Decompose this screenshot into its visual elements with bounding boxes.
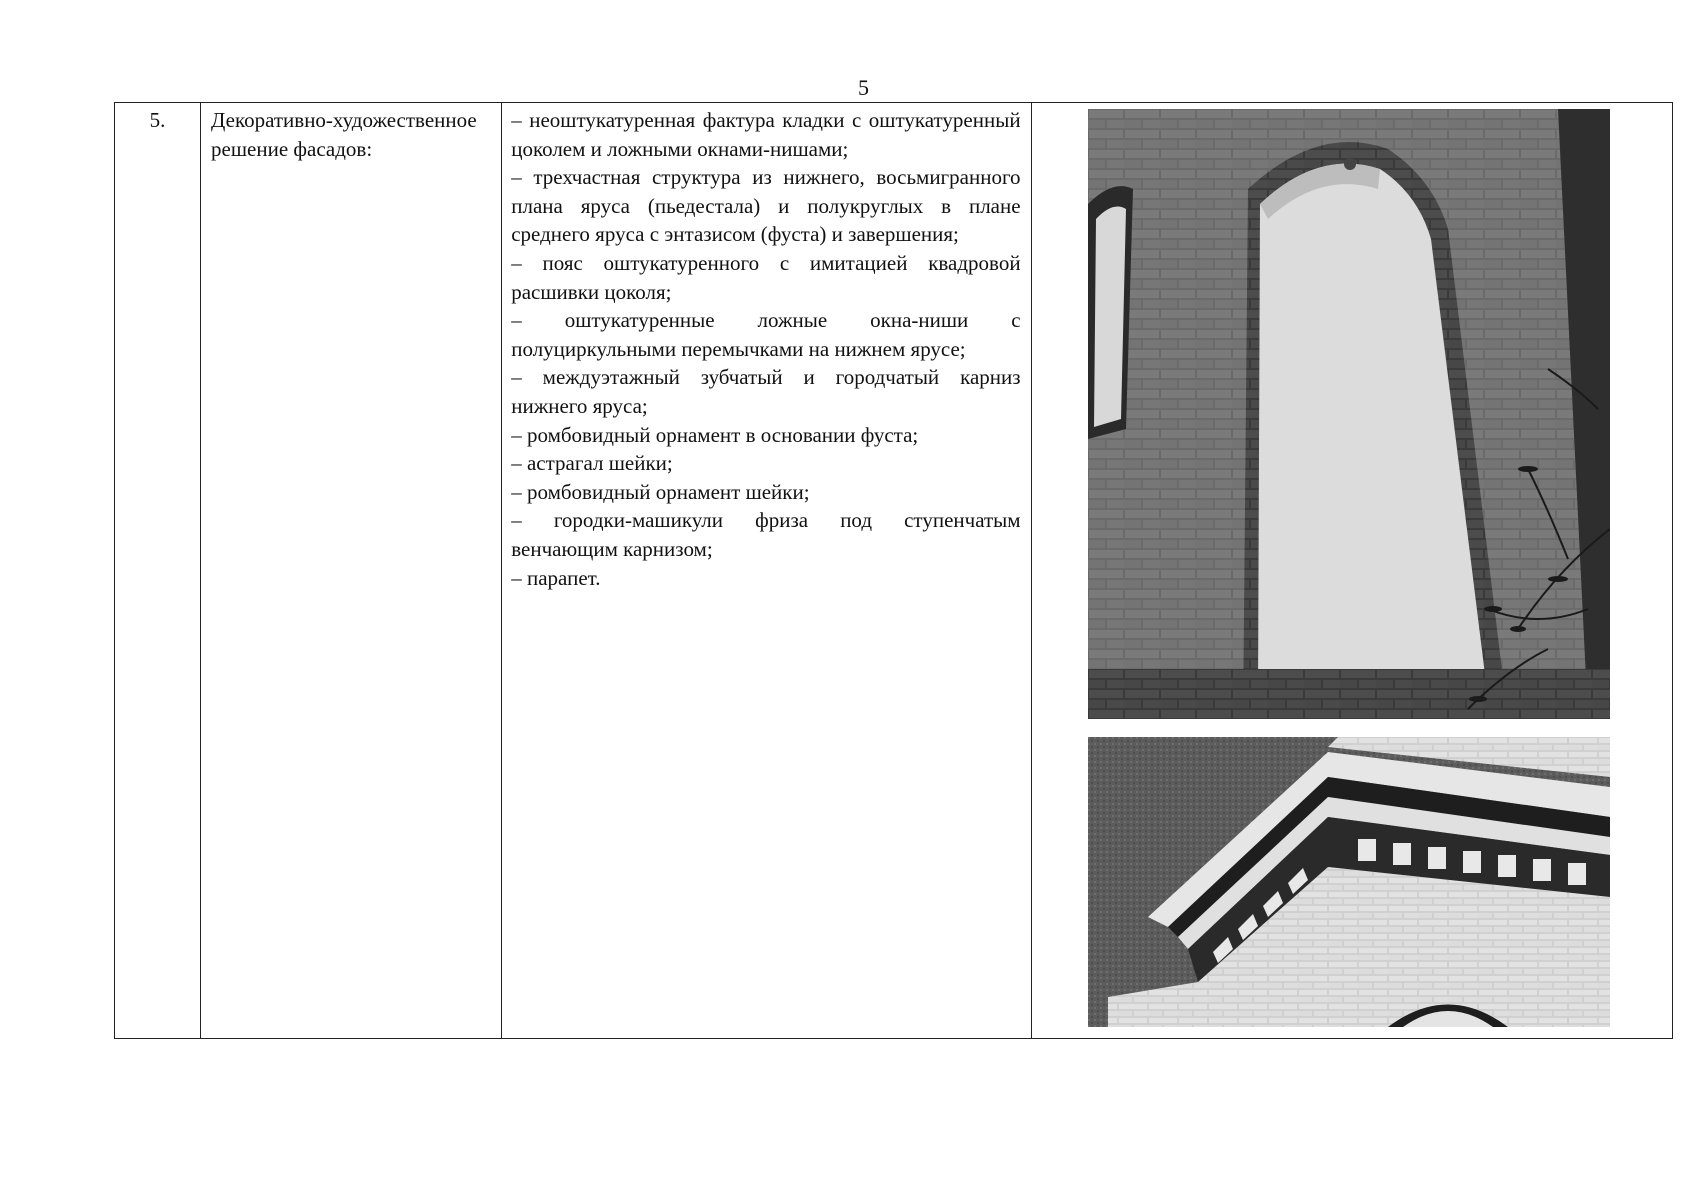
feature-item: – неоштукатуренная фактура кладки с оштукатуренный цоколем и ложными окнами-нишами; <box>511 108 1021 161</box>
feature-item: – городки-машикули фриза под ступенчатым венчающим карнизом; <box>511 508 1021 561</box>
table-row <box>115 103 1673 1039</box>
feature-item: – ромбовидный орнамент шейки; <box>511 479 810 504</box>
feature-item: – трехчастная структура из нижнего, восьмигранного плана яруса (пьедестала) и полукруглых в плане среднего яруса с энтазисом (фуста) и завершения; <box>511 165 1021 247</box>
cornice-photo <box>1088 737 1610 1027</box>
feature-list <box>502 103 1031 1039</box>
page-number: 5 <box>858 75 869 100</box>
row-number: 5. <box>115 103 201 1039</box>
feature-item: – междуэтажный зубчатый и городчатый карниз нижнего яруса; <box>511 365 1021 418</box>
feature-item: – парапет. <box>511 565 601 590</box>
feature-item: – астрагал шейки; <box>511 451 673 476</box>
feature-item: – ромбовидный орнамент в основании фуста; <box>511 422 919 447</box>
feature-item: – оштукатуренные ложные окна-ниши с полуциркульными перемычками на нижнем ярусе; <box>511 308 1021 361</box>
feature-item: – пояс оштукатуренного с имитацией квадровой расшивки цоколя; <box>511 250 1021 304</box>
row-title: Декоративно-художественное решение фасадов: <box>201 103 502 1039</box>
photos-cell <box>1031 103 1672 1039</box>
document-table <box>114 102 1673 1039</box>
niche-photo <box>1088 109 1610 719</box>
